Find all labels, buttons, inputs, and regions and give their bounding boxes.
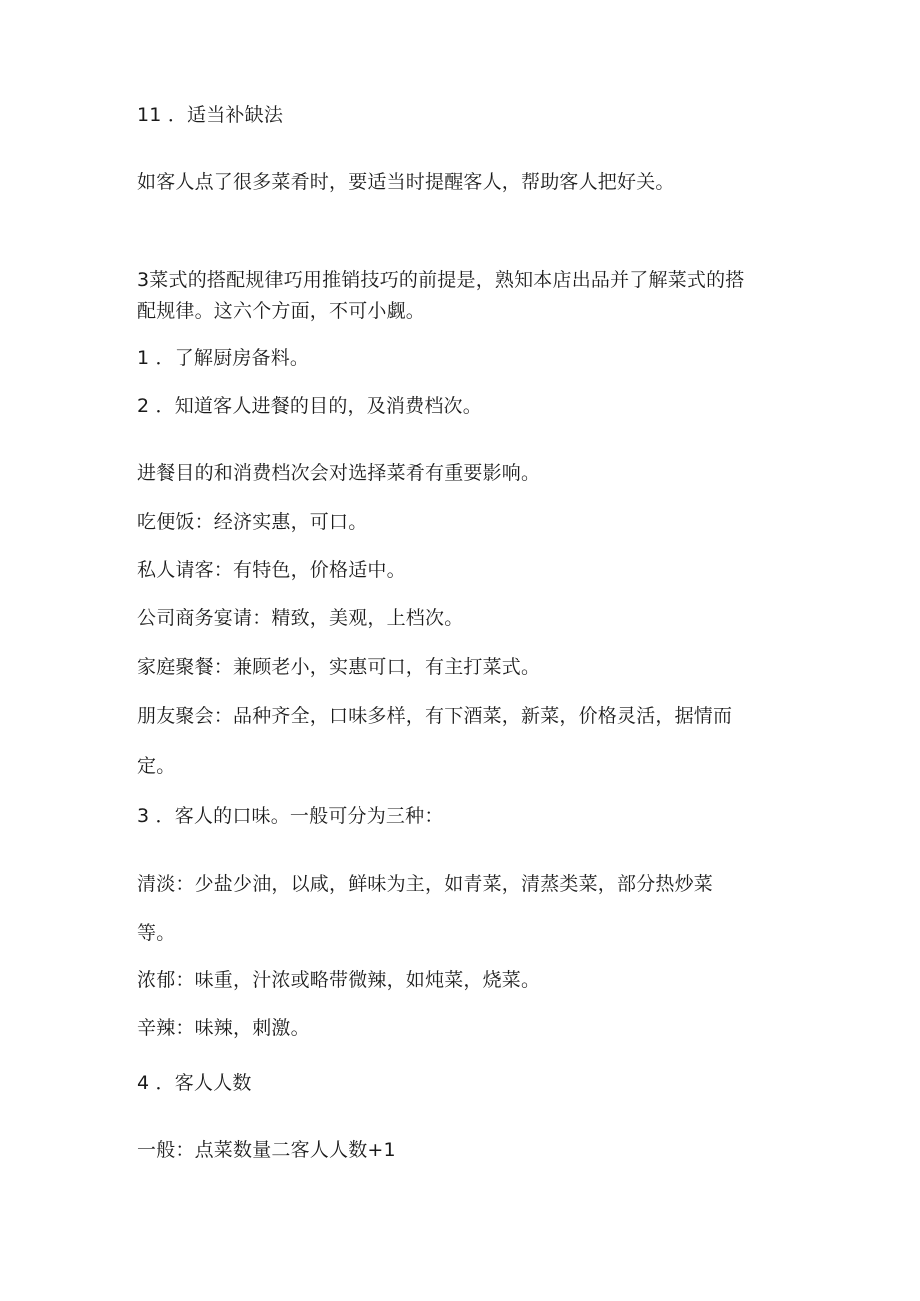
list-item-2: 2 ．知道客人进餐的目的，及消费档次。 [137, 395, 482, 417]
paragraph-line: 公司商务宴请：精致，美观，上档次。 [137, 607, 464, 629]
paragraph-line: 等。 [137, 922, 176, 944]
paragraph-line: 配规律。这六个方面，不可小觑。 [137, 300, 426, 322]
list-item-1: 1 ．了解厨房备料。 [137, 347, 310, 369]
paragraph-line: 定。 [137, 755, 176, 777]
paragraph-line: 家庭聚餐：兼顾老小，实惠可口，有主打菜式。 [137, 656, 541, 678]
list-item-3: 3 ．客人的口味。一般可分为三种： [137, 805, 444, 827]
paragraph-line: 吃便饭：经济实惠，可口。 [137, 511, 368, 533]
paragraph-line: 3菜式的搭配规律巧用推销技巧的前提是，熟知本店出品并了解菜式的搭 [137, 269, 745, 291]
section-heading-11: 11 ．适当补缺法 [137, 104, 284, 126]
paragraph-line: 辛辣：味辣，刺激。 [137, 1017, 310, 1039]
paragraph-line: 如客人点了很多菜肴时，要适当时提醒客人，帮助客人把好关。 [137, 171, 675, 193]
paragraph-line: 清淡：少盐少油，以咸，鲜味为主，如青菜，清蒸类菜，部分热炒菜 [137, 873, 714, 895]
list-item-4: 4 ．客人人数 [137, 1072, 252, 1094]
paragraph-line: 进餐目的和消费档次会对选择菜肴有重要影响。 [137, 462, 541, 484]
paragraph-line: 私人请客：有特色，价格适中。 [137, 559, 406, 581]
paragraph-line: 朋友聚会：品种齐全，口味多样，有下酒菜，新菜，价格灵活，据情而 [137, 705, 733, 727]
paragraph-line: 浓郁：味重，汁浓或略带微辣，如炖菜，烧菜。 [137, 969, 541, 991]
paragraph-line: 一般：点菜数量二客人人数+1 [137, 1139, 396, 1161]
